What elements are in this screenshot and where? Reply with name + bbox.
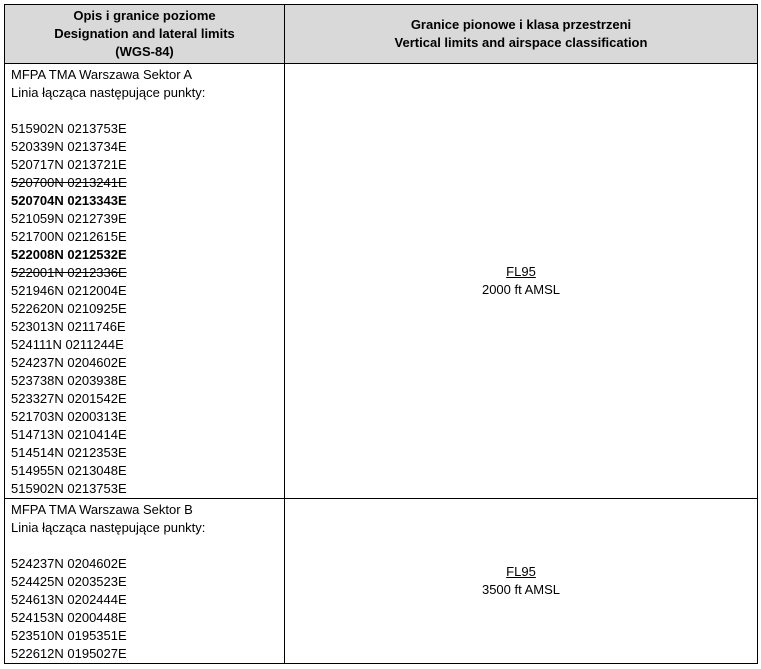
header-line: Opis i granice poziome <box>73 8 216 23</box>
upper-limit: FL95 <box>506 264 536 279</box>
coordinate-point: 514514N 0212353E <box>11 445 127 460</box>
sector-description <box>5 499 285 664</box>
coordinate-point: 524237N 0204602E <box>11 355 127 370</box>
coordinate-point: 523738N 0203938E <box>11 373 127 388</box>
coordinate-point: 522001N 0212336E <box>11 265 127 280</box>
sector-name: MFPA TMA Warszawa Sektor B <box>11 502 193 517</box>
header-row <box>5 5 758 64</box>
coordinate-point: 524153N 0200448E <box>11 610 127 625</box>
blank-line <box>11 537 278 555</box>
header-vertical-limits <box>285 5 758 64</box>
coordinate-point: 522620N 0210925E <box>11 301 127 316</box>
header-line: Designation and lateral limits <box>54 26 235 41</box>
coordinate-point: 515902N 0213753E <box>11 481 127 496</box>
coordinate-point: 520339N 0213734E <box>11 139 127 154</box>
header-lateral-limits <box>5 5 285 64</box>
coordinate-point: 523013N 0211746E <box>11 319 126 334</box>
header-line: (WGS-84) <box>115 44 174 59</box>
airspace-table <box>4 4 758 664</box>
coordinate-point: 524613N 0202444E <box>11 592 127 607</box>
coordinate-point: 521700N 0212615E <box>11 229 127 244</box>
sector-intro: Linia łącząca następujące punkty: <box>11 85 206 100</box>
sector-intro: Linia łącząca następujące punkty: <box>11 520 206 535</box>
header-line: Granice pionowe i klasa przestrzeni <box>410 17 632 32</box>
coordinate-point: 520717N 0213721E <box>11 157 127 172</box>
coordinate-point: 524237N 0204602E <box>11 556 127 571</box>
sector-description <box>5 64 285 499</box>
coordinate-point: 515902N 0213753E <box>11 121 127 136</box>
blank-line <box>11 102 278 120</box>
coordinate-point: 522612N 0195027E <box>11 646 127 661</box>
coordinate-point: 524111N 0211244E <box>11 337 124 352</box>
coordinate-point: 514713N 0210414E <box>11 427 127 442</box>
sector-row <box>5 64 758 499</box>
coordinate-point: 514955N 0213048E <box>11 463 127 478</box>
coordinate-point: 523510N 0195351E <box>11 628 127 643</box>
coordinate-point: 524425N 0203523E <box>11 574 127 589</box>
sector-vertical-limits <box>285 64 758 499</box>
lower-limit: 3500 ft AMSL <box>481 582 561 597</box>
coordinate-point: 520700N 0213241E <box>11 175 127 190</box>
sector-row <box>5 499 758 664</box>
coordinate-point: 521703N 0200313E <box>11 409 127 424</box>
coordinate-point: 523327N 0201542E <box>11 391 127 406</box>
coordinate-point: 521059N 0212739E <box>11 211 127 226</box>
header-line: Vertical limits and airspace classification <box>394 35 648 50</box>
sector-vertical-limits <box>285 499 758 664</box>
coordinate-point: 520704N 0213343E <box>11 193 127 208</box>
upper-limit: FL95 <box>506 564 536 579</box>
coordinate-point: 522008N 0212532E <box>11 247 127 262</box>
lower-limit: 2000 ft AMSL <box>481 282 561 297</box>
sector-name: MFPA TMA Warszawa Sektor A <box>11 67 193 82</box>
coordinate-point: 521946N 0212004E <box>11 283 127 298</box>
sector-body <box>5 64 758 664</box>
